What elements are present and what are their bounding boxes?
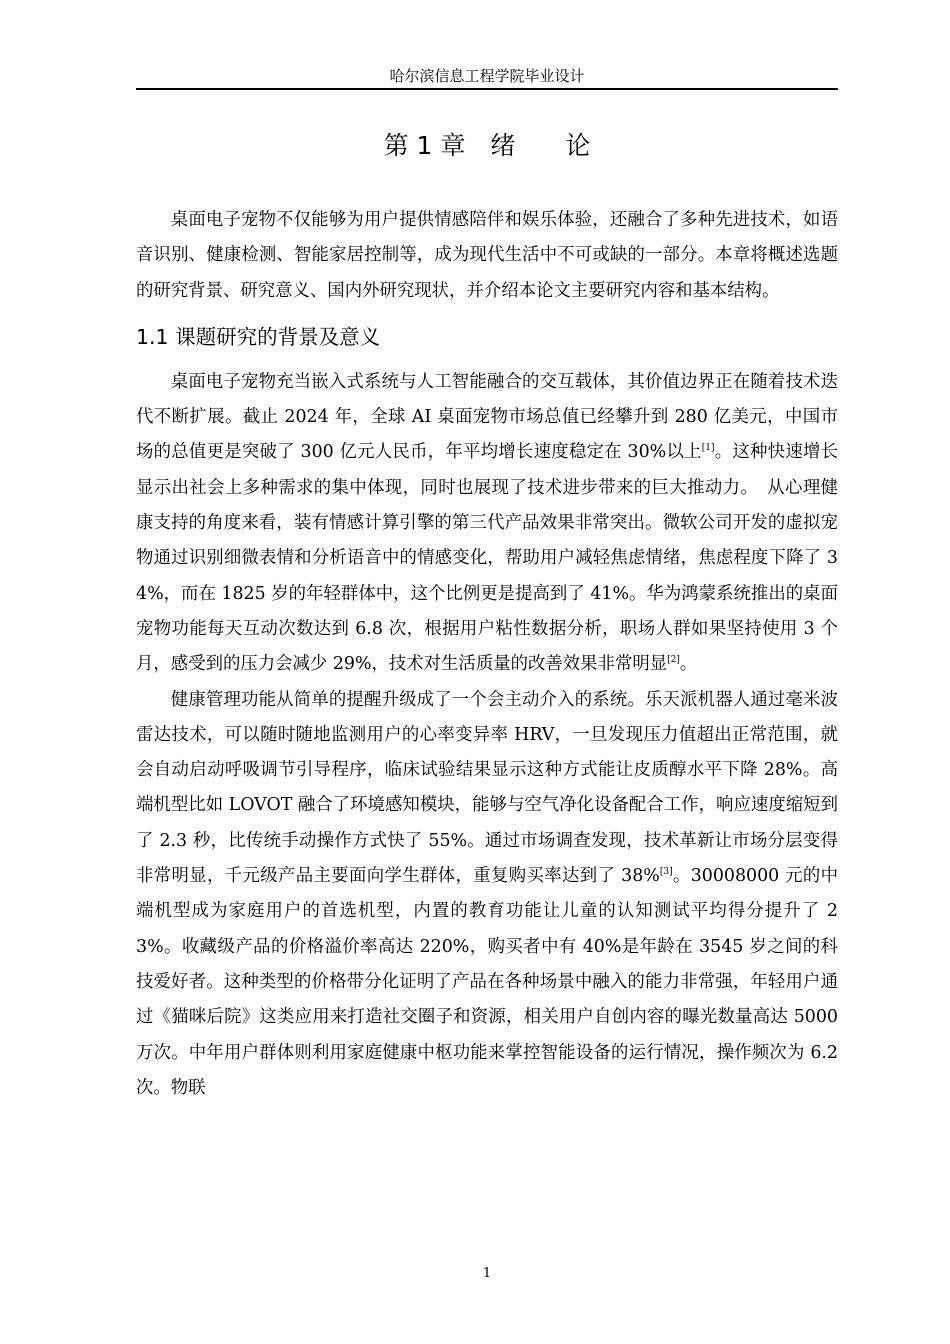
intro-paragraph: 桌面电子宠物不仅能够为用户提供情感陪伴和娱乐体验，还融合了多种先进技术，如语音识别、健康检测、智能家居控制等，成为现代生活中不可或缺的一部分。本章将概述选题的研究背景、研究意义、国内外研究现状，并介绍本论文主要研究内容和基本结构。 <box>136 210 838 301</box>
chapter-label: 第 1 章 <box>383 131 466 160</box>
citation-ref[interactable]: [2] <box>667 655 680 666</box>
paragraph-text: 。30008000 元的中端机型成为家庭用户的首选机型，内置的教育功能让儿童的认知测试平均得分提升了 23%。收藏级产品的价格溢价率高达 220%，购买者中有 40%是年龄在 3545 岁之间的科技爱好者。这种类型的价格带分化证明了产品在各种场景中融入的能力非常强，年轻用户通过《猫咪后院》这类应用来打造社交圈子和资源，相关用户自创内容的曝光数量高达 5000 万次。中年用户群体则利用家庭健康中枢功能来掌控智能设备的运行情况，操作频次为 6.2 次。物联 <box>136 866 839 1098</box>
page-number: 1 <box>482 1266 492 1281</box>
paragraph-text: 健康管理功能从简单的提醒升级成了一个会主动介入的系统。乐天派机器人通过毫米波雷达技术，可以随时随地监测用户的心率变异率 HRV，一旦发现压力值超出正常范围，就会自动启动呼吸调节引导程序，临床试验结果显示这种方式能让皮质醇水平下降 28%。高端机型比如 LOVOT 融合了环境感知模块，能够与空气净化设备配合工作，响应速度缩短到了 2.3 秒，比传统手动操作方式快了 55%。通过市场调查发现，技术革新让市场分层变得非常明显，千元级产品主要面向学生群体，重复购买率达到了 38% <box>136 689 838 887</box>
paragraph-text: 。这种快速增长显示出社会上多种需求的集中体现，同时也展现了技术进步带来的巨大推动力。 从心理健康支持的角度来看，装有情感计算引擎的第三代产品效果非常突出。微软公司开发的虚拟宠物通过识别细微表情和分析语音中的情感变化，帮助用户减轻焦虑情绪，焦虑程度下降了 34%，而在 1825 岁的年轻群体中，这个比例更是提高到了 41%。华为鸿蒙系统推出的桌面宠物功能每天互动次数达到 6.8 次，根据用户粘性数据分析，职场人群如果坚持使用 3 个月，感受到的压力会减少 29%，技术对生活质量的改善效果非常明显 <box>136 442 838 675</box>
paragraph-background <box>136 365 838 683</box>
chapter-title <box>136 126 838 166</box>
chapter-name: 绪 论 <box>490 131 591 160</box>
body-content <box>136 203 838 1106</box>
paragraph-text: 桌面电子宠物充当嵌入式系统与人工智能融合的交互载体，其价值边界正在随着技术迭代不断扩展。截止 2024 年，全球 AI 桌面宠物市场总值已经攀升到 280 亿美元，中国市场的总值更是突破了 300 亿元人民币，年平均增长速度稳定在 30%以上 <box>136 371 838 463</box>
header-rule <box>136 88 838 90</box>
citation-ref[interactable]: [3] <box>659 867 673 878</box>
running-header: 哈尔滨信息工程学院毕业设计 <box>389 67 585 85</box>
section-heading-1-1: 1.1 课题研究的背景及意义 <box>136 324 381 349</box>
paragraph-text: 。 <box>679 654 698 675</box>
citation-ref[interactable]: [1] <box>701 443 715 454</box>
paragraph-health-management <box>136 683 838 1107</box>
